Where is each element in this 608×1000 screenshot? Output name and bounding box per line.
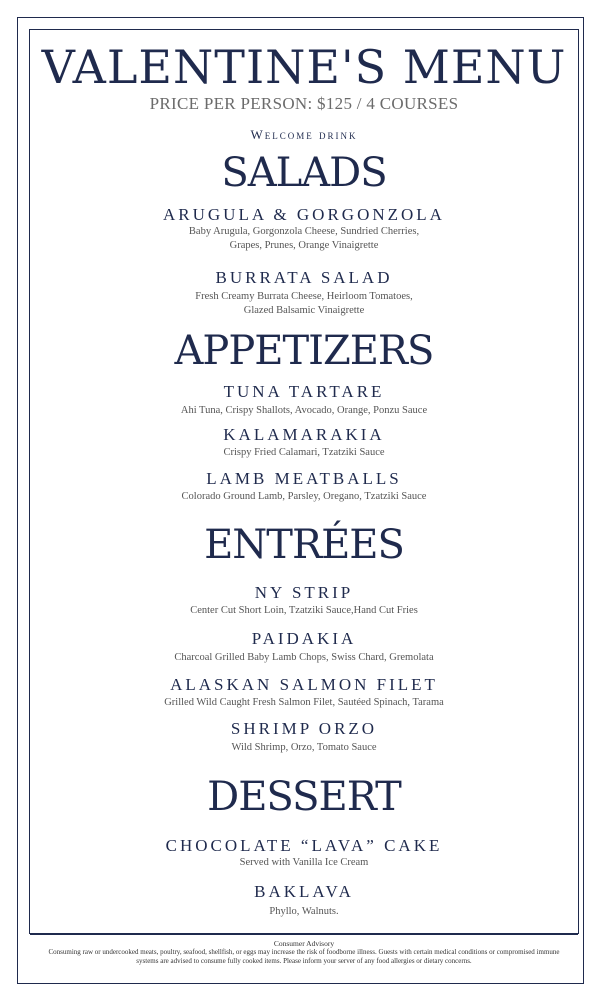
item-name: BAKLAVA: [254, 882, 354, 901]
item-name: ARUGULA & GORGONZOLA: [163, 205, 445, 224]
item-name: ALASKAN SALMON FILET: [170, 675, 438, 694]
section-title-appetizers: APPETIZERS: [174, 328, 434, 374]
item-name: KALAMARAKIA: [223, 425, 385, 444]
item-name: SHRIMP ORZO: [230, 719, 378, 738]
item-description: Fresh Creamy Burrata Cheese, Heirloom Tomatoes,: [195, 291, 413, 302]
advisory-text: Consuming raw or undercooked meats, poultry, seafood, shellfish, or eggs may increase the risk of foodborne illness. Guests with certain medical conditions or compromised immune systems are advised to consume fully cooked items. Please inform your server of any food allergies or dietary concerns.: [48, 948, 560, 965]
item-description: Grilled Wild Caught Fresh Salmon Filet, Sautéed Spinach, Tarama: [164, 697, 444, 708]
price-line: PRICE PER PERSON: $125 / 4 COURSES: [149, 94, 459, 113]
welcome-drink: Welcome drink: [250, 127, 358, 142]
advisory-divider: [30, 934, 578, 935]
section-title-dessert: DESSERT: [207, 774, 401, 820]
item-description: Colorado Ground Lamb, Parsley, Oregano, Tzatziki Sauce: [181, 491, 427, 502]
item-description: Phyllo, Walnuts.: [269, 906, 339, 917]
item-description: Baby Arugula, Gorgonzola Cheese, Sundried Cherries,: [188, 226, 420, 237]
item-name: CHOCOLATE “LAVA” CAKE: [165, 836, 443, 855]
item-description: Grapes, Prunes, Orange Vinaigrette: [229, 240, 379, 251]
section-title-entrees: ENTRÉES: [204, 522, 404, 568]
item-description: Served with Vanilla Ice Cream: [239, 857, 369, 868]
item-name: PAIDAKIA: [251, 629, 357, 648]
advisory-title: Consumer Advisory: [273, 939, 335, 948]
section-title-salads: SALADS: [221, 150, 387, 196]
item-description: Crispy Fried Calamari, Tzatziki Sauce: [223, 447, 385, 458]
item-name: BURRATA SALAD: [215, 268, 393, 287]
item-description: Wild Shrimp, Orzo, Tomato Sauce: [231, 742, 377, 753]
item-description: Ahi Tuna, Crispy Shallots, Avocado, Orange, Ponzu Sauce: [180, 405, 428, 416]
menu-title: VALENTINE'S MENU: [41, 40, 567, 94]
item-description: Center Cut Short Loin, Tzatziki Sauce,Hand Cut Fries: [190, 605, 418, 616]
item-description: Charcoal Grilled Baby Lamb Chops, Swiss Chard, Gremolata: [174, 652, 434, 663]
item-name: TUNA TARTARE: [223, 382, 385, 401]
item-description: Glazed Balsamic Vinaigrette: [243, 305, 365, 316]
item-name: NY STRIP: [254, 583, 354, 602]
item-name: LAMB MEATBALLS: [206, 469, 402, 488]
